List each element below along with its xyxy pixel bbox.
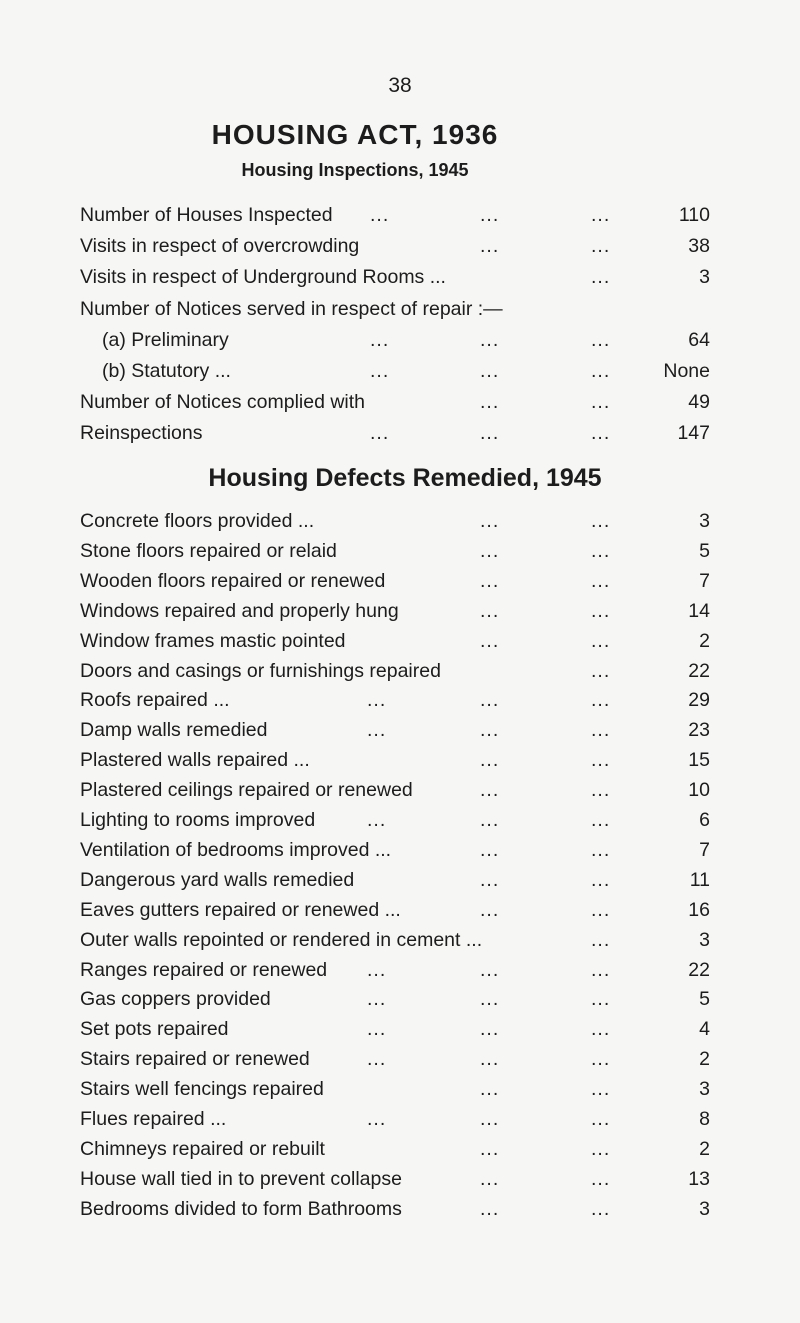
- defect-label: Bedrooms divided to form Bathrooms: [80, 1197, 402, 1220]
- defect-value: 7: [699, 569, 710, 592]
- dot-leader: ...: [370, 328, 390, 351]
- inspection-label: (b) Statutory ...: [102, 360, 231, 382]
- page-title: HOUSING ACT, 1936: [211, 119, 499, 150]
- inspections-heading: Housing Inspections, 1945: [241, 160, 469, 180]
- inspection-value: 3: [699, 266, 710, 289]
- dot-leader: ...: [367, 1048, 387, 1071]
- defect-label: Ventilation of bedrooms improved ...: [80, 838, 392, 861]
- dot-leader: ...: [591, 809, 611, 831]
- inspection-value: 64: [688, 328, 710, 351]
- defect-value: 22: [688, 958, 710, 981]
- defect-value: 10: [688, 779, 710, 802]
- dot-leader: ...: [480, 360, 500, 382]
- defect-row: [0, 715, 800, 745]
- dot-leader: ...: [591, 868, 611, 891]
- defect-label: Roofs repaired ...: [80, 689, 230, 712]
- inspection-label: (a) Preliminary: [102, 328, 229, 351]
- dot-leader: ...: [591, 749, 611, 772]
- inspection-row: [0, 231, 800, 261]
- defect-value: 13: [688, 1167, 710, 1190]
- defect-label: Gas coppers provided: [80, 988, 271, 1011]
- inspection-row: [0, 325, 800, 355]
- defect-label: Lighting to rooms improved: [80, 809, 316, 831]
- defect-value: 2: [699, 629, 710, 652]
- defect-value: 11: [689, 868, 710, 891]
- dot-leader: ...: [591, 1108, 611, 1130]
- dot-leader: ...: [480, 779, 500, 802]
- dot-leader: ...: [591, 659, 611, 682]
- defect-row: [0, 865, 800, 895]
- defect-row: [0, 1014, 800, 1044]
- inspection-label: Number of Notices complied with: [80, 391, 366, 414]
- dot-leader: ...: [480, 422, 500, 445]
- dot-leader: ...: [591, 569, 611, 592]
- inspection-label: Visits in respect of overcrowding: [80, 235, 360, 258]
- defect-row: [0, 984, 800, 1014]
- defect-value: 5: [699, 539, 710, 562]
- defect-label: Dangerous yard walls remedied: [80, 868, 355, 891]
- dot-leader: ...: [480, 599, 500, 622]
- defect-label: Concrete floors provided ...: [80, 510, 315, 532]
- dot-leader: ...: [591, 360, 611, 382]
- defect-label: Plastered walls repaired ...: [80, 749, 310, 772]
- inspection-value: 147: [677, 422, 710, 445]
- defect-value: 3: [699, 1197, 710, 1220]
- defect-value: 14: [688, 599, 710, 622]
- dot-leader: ...: [480, 1197, 500, 1220]
- dot-leader: ...: [367, 1108, 387, 1130]
- dot-leader: ...: [367, 809, 387, 831]
- defect-label: Plastered ceilings repaired or renewed: [80, 779, 413, 802]
- dot-leader: ...: [591, 510, 611, 532]
- dot-leader: ...: [367, 719, 387, 742]
- dot-leader: ...: [370, 360, 390, 382]
- defect-row: [0, 596, 800, 626]
- inspection-row: [0, 200, 800, 230]
- dot-leader: ...: [480, 569, 500, 592]
- dot-leader: ...: [591, 719, 611, 742]
- defect-row: [0, 536, 800, 566]
- dot-leader: ...: [480, 391, 500, 414]
- dot-leader: ...: [591, 266, 611, 289]
- dot-leader: ...: [591, 422, 611, 445]
- defect-value: 15: [688, 749, 710, 772]
- dot-leader: ...: [591, 204, 611, 226]
- inspection-row: [0, 418, 800, 448]
- defect-label: Flues repaired ...: [80, 1108, 227, 1130]
- dot-leader: ...: [480, 749, 500, 772]
- defect-row: [0, 656, 800, 686]
- defect-label: Set pots repaired: [80, 1018, 229, 1041]
- page-number: 38: [388, 74, 412, 97]
- dot-leader: ...: [480, 1078, 500, 1101]
- dot-leader: ...: [480, 510, 500, 532]
- defect-row: [0, 1044, 800, 1074]
- dot-leader: ...: [591, 539, 611, 562]
- defect-value: 23: [688, 719, 710, 742]
- dot-leader: ...: [480, 1048, 500, 1071]
- dot-leader: ...: [367, 988, 387, 1011]
- defect-label: Outer walls repointed or rendered in cement ...: [80, 928, 483, 951]
- defect-label: Stone floors repaired or relaid: [80, 539, 337, 562]
- dot-leader: ...: [591, 235, 611, 258]
- inspection-label: Number of Houses Inspected: [80, 204, 333, 226]
- dot-leader: ...: [480, 809, 500, 831]
- defect-value: 6: [699, 809, 710, 831]
- dot-leader: ...: [480, 838, 500, 861]
- dot-leader: ...: [591, 1018, 611, 1041]
- inspection-label: Visits in respect of Underground Rooms ...: [80, 266, 446, 289]
- dot-leader: ...: [480, 1137, 500, 1160]
- dot-leader: ...: [480, 719, 500, 742]
- defect-label: Chimneys repaired or rebuilt: [80, 1137, 325, 1160]
- inspection-row: [0, 262, 800, 292]
- defect-row: [0, 566, 800, 596]
- inspection-label: Number of Notices served in respect of repair :—: [80, 297, 503, 320]
- defect-value: 22: [688, 659, 710, 682]
- inspection-label: Reinspections: [80, 422, 203, 445]
- defect-value: 5: [699, 988, 710, 1011]
- dot-leader: ...: [370, 204, 390, 226]
- defect-value: 3: [699, 510, 710, 532]
- defect-row: [0, 925, 800, 955]
- defect-value: 2: [699, 1048, 710, 1071]
- dot-leader: ...: [480, 1167, 500, 1190]
- dot-leader: ...: [480, 868, 500, 891]
- inspection-value: None: [663, 360, 710, 382]
- dot-leader: ...: [591, 629, 611, 652]
- defect-value: 4: [699, 1018, 710, 1041]
- defect-label: Damp walls remedied: [80, 719, 268, 742]
- defect-value: 16: [688, 898, 710, 921]
- dot-leader: ...: [480, 1018, 500, 1041]
- dot-leader: ...: [591, 838, 611, 861]
- dot-leader: ...: [480, 1108, 500, 1130]
- defect-label: House wall tied in to prevent collapse: [80, 1167, 402, 1190]
- dot-leader: ...: [591, 391, 611, 414]
- dot-leader: ...: [591, 988, 611, 1011]
- defect-row: [0, 626, 800, 656]
- dot-leader: ...: [591, 958, 611, 981]
- defect-row: [0, 1104, 800, 1134]
- defect-value: 29: [688, 689, 710, 712]
- dot-leader: ...: [480, 898, 500, 921]
- defect-row: [0, 835, 800, 865]
- dot-leader: ...: [367, 1018, 387, 1041]
- dot-leader: ...: [591, 1197, 611, 1220]
- inspection-row: [0, 387, 800, 417]
- dot-leader: ...: [591, 1078, 611, 1101]
- inspection-value: 38: [688, 235, 710, 258]
- dot-leader: ...: [480, 689, 500, 712]
- dot-leader: ...: [480, 328, 500, 351]
- defect-row: [0, 506, 800, 536]
- dot-leader: ...: [591, 928, 611, 951]
- defect-value: 2: [699, 1137, 710, 1160]
- defect-row: [0, 1074, 800, 1104]
- defect-row: [0, 805, 800, 835]
- defect-value: 3: [699, 928, 710, 951]
- inspection-row: [0, 294, 800, 324]
- dot-leader: ...: [591, 898, 611, 921]
- dot-leader: ...: [591, 1137, 611, 1160]
- defect-label: Windows repaired and properly hung: [80, 599, 399, 622]
- defect-row: [0, 955, 800, 985]
- dot-leader: ...: [480, 235, 500, 258]
- dot-leader: ...: [591, 599, 611, 622]
- inspection-value: 110: [678, 204, 710, 226]
- defect-row: [0, 1194, 800, 1224]
- defect-label: Ranges repaired or renewed: [80, 958, 328, 981]
- dot-leader: ...: [480, 539, 500, 562]
- defect-row: [0, 745, 800, 775]
- dot-leader: ...: [591, 328, 611, 351]
- dot-leader: ...: [370, 422, 390, 445]
- defect-label: Doors and casings or furnishings repaired: [80, 659, 441, 682]
- dot-leader: ...: [480, 958, 500, 981]
- defect-value: 8: [699, 1108, 710, 1130]
- defect-value: 7: [699, 838, 710, 861]
- defect-label: Window frames mastic pointed: [80, 629, 346, 652]
- defect-label: Stairs well fencings repaired: [80, 1078, 324, 1101]
- dot-leader: ...: [480, 988, 500, 1011]
- defect-value: 3: [699, 1078, 710, 1101]
- defects-heading: Housing Defects Remedied, 1945: [208, 464, 602, 492]
- inspection-row: [0, 356, 800, 386]
- defect-row: [0, 685, 800, 715]
- defect-row: [0, 1134, 800, 1164]
- inspection-value: 49: [688, 391, 710, 414]
- dot-leader: ...: [591, 1167, 611, 1190]
- defect-label: Eaves gutters repaired or renewed ...: [80, 898, 401, 921]
- dot-leader: ...: [591, 689, 611, 712]
- dot-leader: ...: [480, 629, 500, 652]
- defect-label: Wooden floors repaired or renewed: [80, 569, 386, 592]
- defect-row: [0, 895, 800, 925]
- dot-leader: ...: [591, 779, 611, 802]
- dot-leader: ...: [480, 204, 500, 226]
- defect-label: Stairs repaired or renewed: [80, 1048, 310, 1071]
- dot-leader: ...: [591, 1048, 611, 1071]
- dot-leader: ...: [367, 689, 387, 712]
- defect-row: [0, 775, 800, 805]
- dot-leader: ...: [367, 958, 387, 981]
- defect-row: [0, 1164, 800, 1194]
